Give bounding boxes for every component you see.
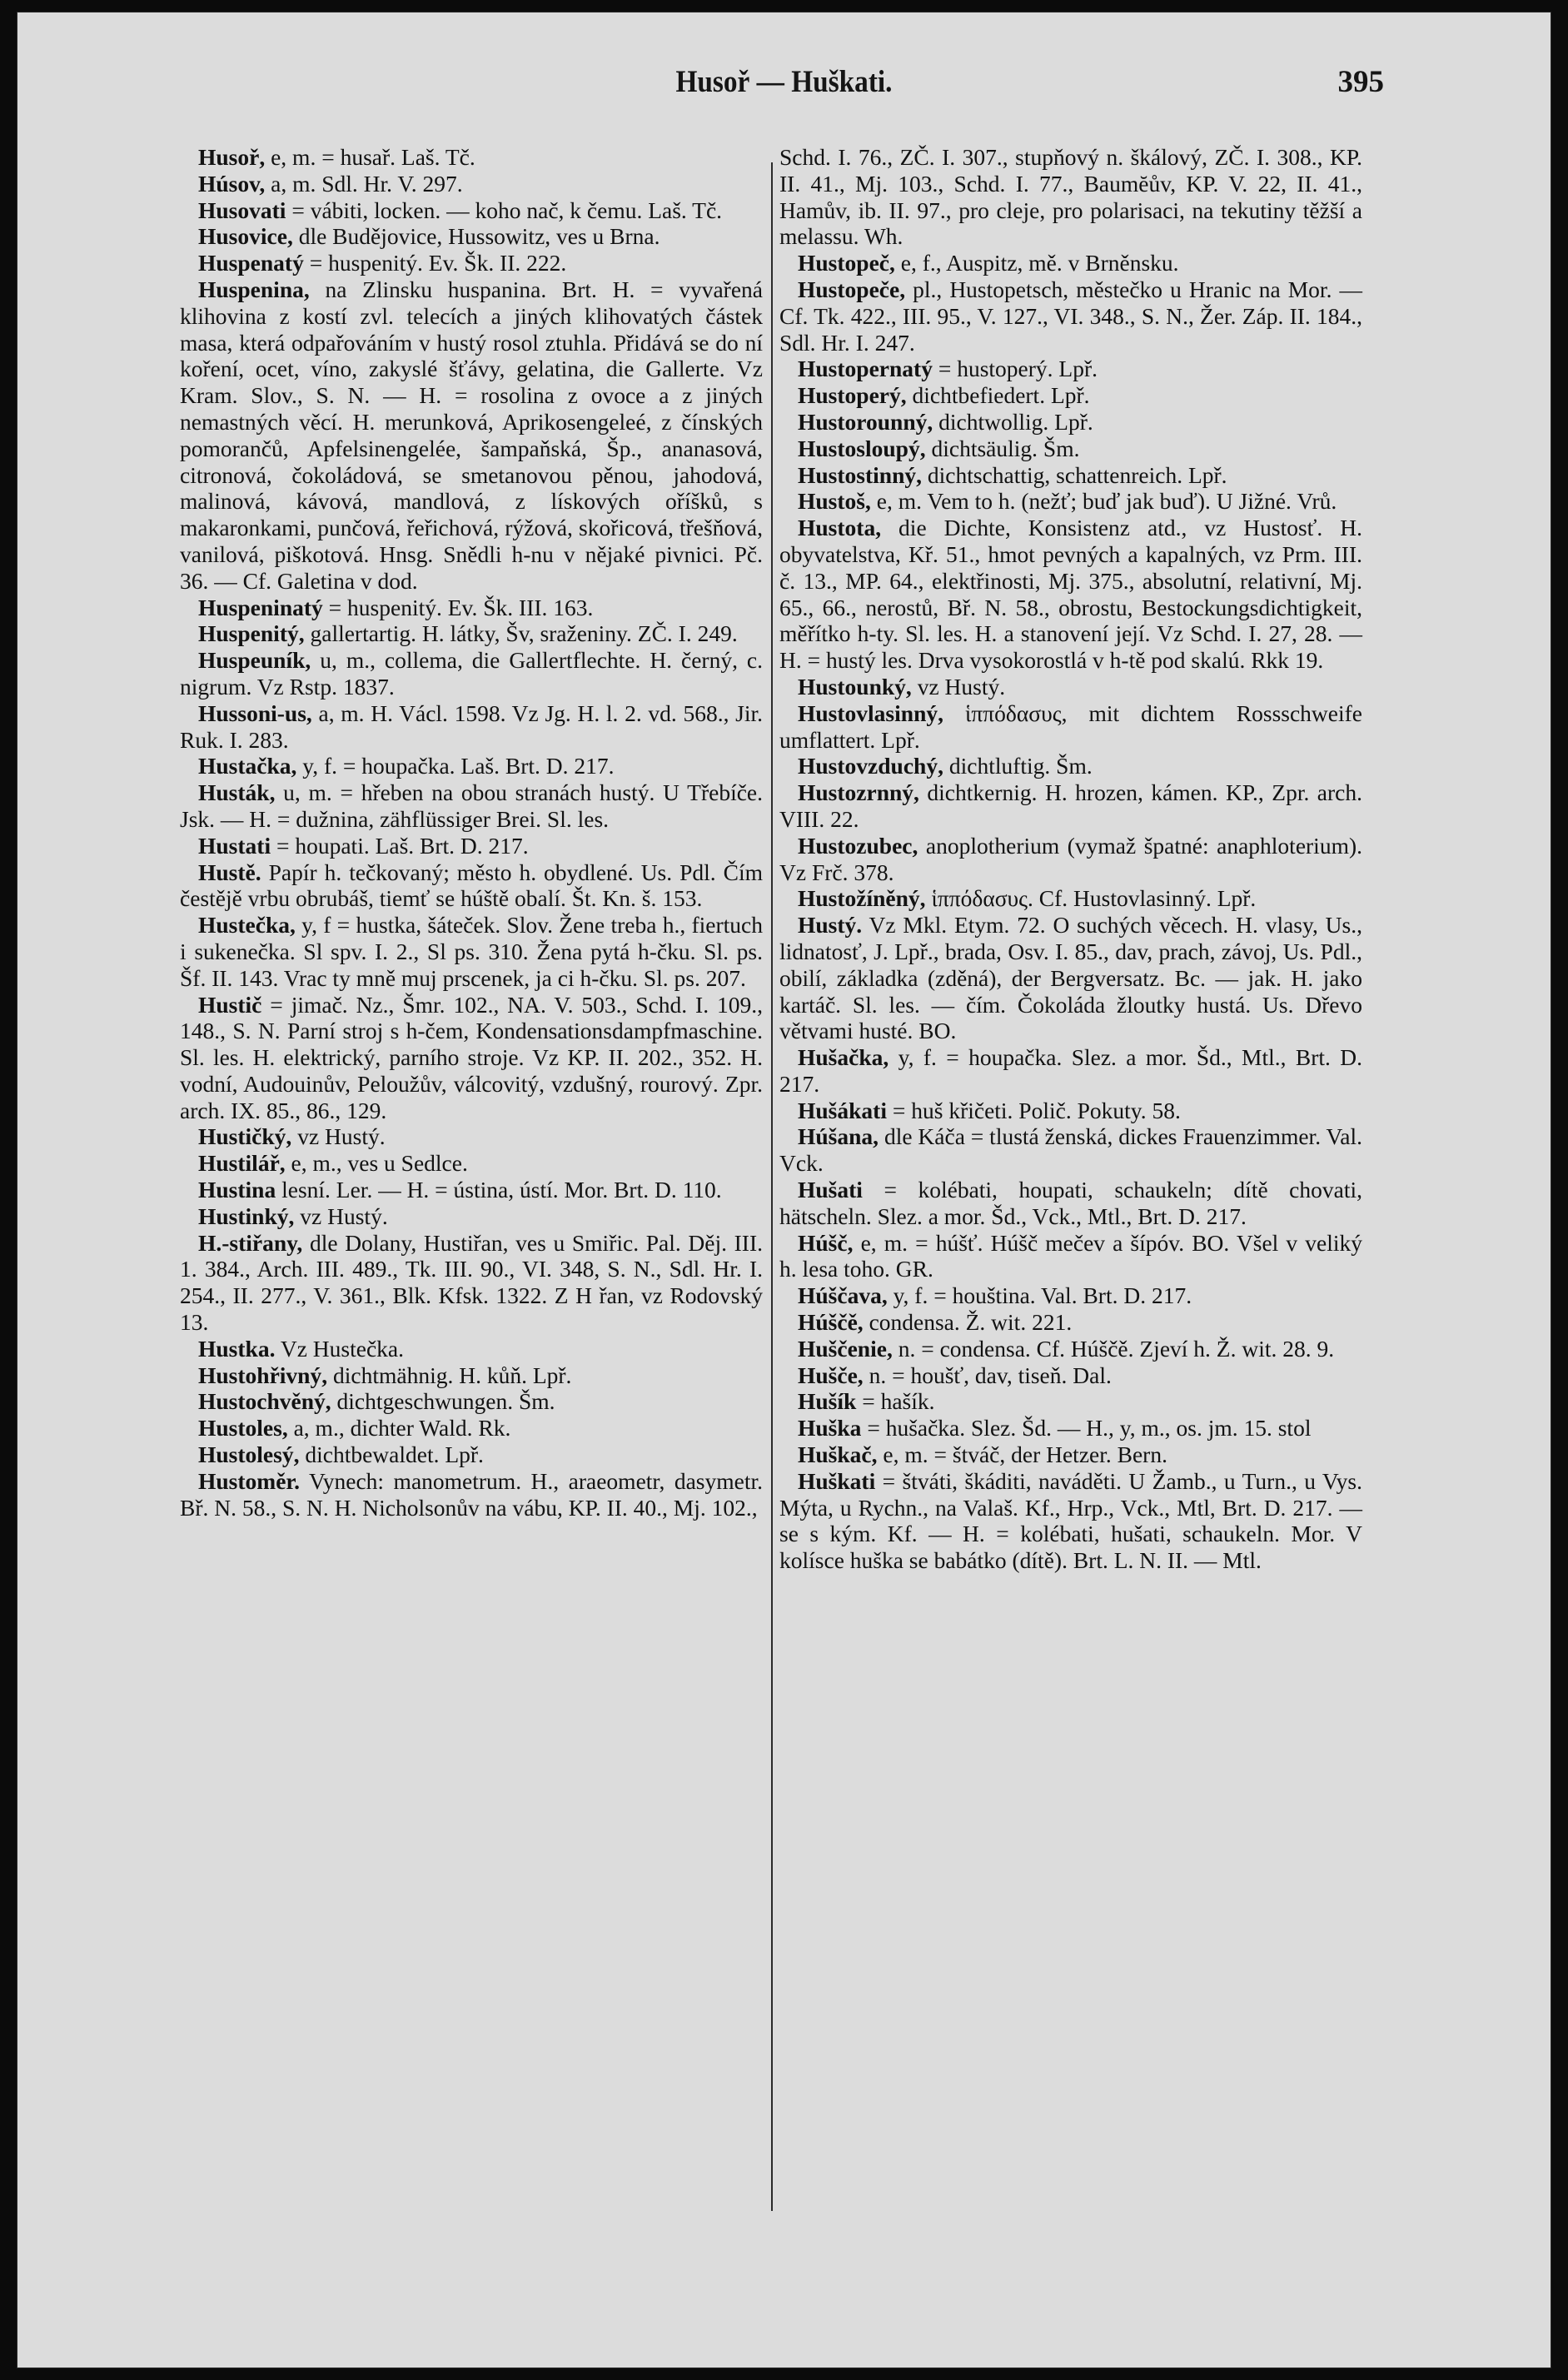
entry-definition: dichtschattig, schattenreich. Lpř. — [922, 461, 1227, 488]
entry-definition: = hustoperý. Lpř. — [932, 356, 1098, 382]
entry-definition: ἱππόδασυς. Cf. Hustovlasinný. Lpř. — [925, 885, 1257, 912]
dictionary-entry — [180, 197, 763, 224]
entry-headword: Hustka. — [198, 1335, 276, 1362]
dictionary-entry — [779, 382, 1362, 409]
entry-definition: = kolébati, houpati, schaukeln; dítě chovati, hätscheln. Slez. a mor. Šd., Vck., Mtl., Brt. D. 217. — [779, 1177, 1362, 1229]
entry-headword: Huškati — [798, 1467, 876, 1494]
entry-definition: = huš křičeti. Polič. Pokuty. 58. — [886, 1097, 1181, 1123]
entry-headword: Hušati — [798, 1177, 863, 1203]
right-column — [779, 144, 1362, 1574]
entry-definition: n. = condensa. Cf. Húščě. Zjeví h. Ž. wit. 28. 9. — [892, 1335, 1335, 1362]
dictionary-entry — [180, 223, 763, 250]
entry-headword: Hustilář, — [198, 1150, 286, 1177]
entry-definition: dichtbewaldet. Lpř. — [299, 1441, 484, 1468]
dictionary-entry — [180, 1441, 763, 1468]
entry-headword: Húsov, — [198, 170, 266, 197]
entry-headword: Hustohřivný, — [198, 1362, 328, 1388]
entry-definition: = hašík. — [856, 1388, 935, 1415]
dictionary-entry — [779, 1309, 1362, 1336]
entry-headword: Hustozubec, — [798, 832, 918, 859]
entry-definition: u, m., collema, die Gallertflechte. H. černý, c. nigrum. Vz Rstp. 1837. — [180, 647, 763, 700]
entry-headword: Hustopeče, — [798, 276, 906, 302]
entry-headword: Hustolesý, — [198, 1441, 300, 1468]
dictionary-page — [17, 12, 1551, 2368]
entry-definition: Papír h. tečkovaný; město h. obydlené. Us. Pdl. Čím čestějě vrbu obrubáš, tiemť se húště obalí. Št. Kn. š. 153. — [180, 859, 763, 912]
entry-definition: e, f., Auspitz, mě. v Brněnsku. — [894, 250, 1179, 276]
dictionary-entry — [779, 1098, 1362, 1124]
entry-headword: Hustičký, — [198, 1123, 292, 1150]
entry-headword: Huščenie, — [798, 1335, 893, 1362]
dictionary-entry — [779, 1230, 1362, 1283]
entry-definition: = štváti, škáditi, naváděti. U Žamb., u Turn., u Vys. Mýta, u Rychn., na Valaš. Kf., Hrp., Vck., Mtl, Brt. D. 217. — se s kým. Kf. — H. = kolébati, hušati, schaukeln. Mor. V kolísce huška se babátko (dítě). Brt. L. N. II. — Mtl. — [779, 1467, 1362, 1574]
page-header — [17, 64, 1551, 122]
dictionary-entry — [779, 1415, 1362, 1441]
dictionary-entry — [779, 409, 1362, 436]
entry-headword: Hustič — [198, 991, 262, 1018]
entry-definition: ἱππόδασυς, mit dichtem Rossschweife umflattert. Lpř. — [779, 700, 1362, 753]
entry-definition: y, f. = houština. Val. Brt. D. 217. — [887, 1282, 1192, 1309]
dictionary-entry — [779, 1177, 1362, 1230]
entry-headword: Hustina — [198, 1177, 276, 1203]
dictionary-entry — [779, 1362, 1362, 1389]
entry-headword: Hustostinný, — [798, 461, 923, 488]
entry-headword: Hustozrnný, — [798, 779, 919, 806]
entry-headword: Húščava, — [798, 1282, 888, 1309]
dictionary-entry — [180, 1150, 763, 1177]
entry-headword: Husoř, — [198, 144, 266, 170]
entry-definition: e, m. = štváč, der Hetzer. Bern. — [877, 1441, 1167, 1468]
entry-headword: Hustovlasinný, — [798, 700, 943, 726]
entry-definition: dichtgeschwungen. Šm. — [331, 1388, 555, 1415]
dictionary-entry — [180, 276, 763, 595]
entry-definition: anoplotherium (vymaž špatné: anaphloterium). Vz Frč. 378. — [779, 832, 1362, 885]
entry-definition: y, f. = houpačka. Slez. a mor. Šd., Mtl., Brt. D. 217. — [779, 1044, 1362, 1097]
entry-definition: dichtwollig. Lpř. — [933, 408, 1093, 435]
entry-headword: Hustati — [198, 832, 271, 859]
entry-headword: Hussoni-us, — [198, 700, 312, 726]
dictionary-entry — [180, 620, 763, 647]
dictionary-entry — [180, 250, 763, 276]
dictionary-entry — [779, 1388, 1362, 1415]
entry-definition: condensa. Ž. wit. 221. — [863, 1309, 1073, 1336]
entry-headword: Hustosloupý, — [798, 435, 926, 461]
entry-definition: e, m., ves u Sedlce. — [285, 1150, 468, 1177]
dictionary-entry — [779, 1336, 1362, 1362]
entry-headword: Húšana, — [798, 1123, 879, 1150]
entry-headword: Huspenitý, — [198, 620, 305, 647]
dictionary-entry — [779, 753, 1362, 779]
entry-headword: Husovice, — [198, 223, 293, 250]
entry-definition: dichtkernig. H. hrozen, kámen. KP., Zpr. arch. VIII. 22. — [779, 779, 1362, 832]
entry-definition: e, m. Vem to h. (nežť; buď jak buď). U Jižné. Vrů. — [870, 488, 1337, 515]
entry-headword: Hustovzduchý, — [798, 753, 943, 779]
dictionary-entry — [180, 595, 763, 621]
entry-definition: = jimač. Nz., Šmr. 102., NA. V. 503., Schd. I. 109., 148., S. N. Parní stroj s h-čem, Kondensationsdampfmaschine. Sl. les. H. elektrický, parního stroje. Vz KP. II. 202., 352. H. vodní, Audouinův, Peloužův, válcovitý, vzdušný, rourový. Zpr. arch. IX. 85., 86., 129. — [180, 991, 763, 1123]
dictionary-entry — [779, 885, 1362, 912]
entry-headword: Husovati — [198, 197, 286, 223]
entry-definition: Vz Hustečka. — [275, 1335, 404, 1362]
entry-definition: = houpati. Laš. Brt. D. 217. — [271, 832, 529, 859]
entry-headword: H.-stiřany, — [198, 1229, 303, 1256]
entry-definition: na Zlinsku huspanina. Brt. H. = vyvařená klihovina z kostí zvl. telecích a jiných klihovatých částek masa, která odpařováním v hustý rosol ztuhla. Přidává se do ní koření, ocet, víno, zakyslé šťávy, gelatina, die Gallerte. Vz Kram. Slov., S. N. — H. = rosolina z ovoce a z jiných nemastných věcí. H. merunková, Aprikosengeleé, z čínských pomorančů, Apfelsinengelée, šampaňská, Šp., ananasová, citronová, čokoládová, se smetanovou pěnou, jahodová, malinová, kávová, mandlová, z lískových oříšků, s makaronkami, punčová, řeřichová, rýžová, skořicová, třešňová, vanilová, piškotová. Hnsg. Snědli h-nu v nějaké pivnici. Pč. 36. — Cf. Galetina v dod. — [180, 276, 763, 594]
entry-headword: Hustačka, — [198, 753, 297, 779]
dictionary-entry — [779, 700, 1362, 754]
entry-definition: e, m. = husař. Laš. Tč. — [265, 144, 475, 170]
entry-headword: Huspenina, — [198, 276, 310, 302]
entry-headword: Huspenatý — [198, 250, 304, 276]
entry-headword: Hustoperý, — [798, 382, 907, 409]
dictionary-entry — [180, 1123, 763, 1150]
dictionary-entry — [779, 833, 1362, 886]
dictionary-entry — [779, 1441, 1362, 1468]
entry-headword: Hustinký, — [198, 1202, 295, 1229]
dictionary-entry — [180, 833, 763, 859]
entry-definition: e, m. = húšť. Húšč mečev a šípóv. BO. Všel v veliký h. lesa toho. GR. — [779, 1229, 1362, 1282]
entry-definition: dle Káča = tlustá ženská, dickes Frauenzimmer. Val. Vck. — [779, 1123, 1362, 1177]
dictionary-entry — [180, 1362, 763, 1389]
column-divider — [771, 162, 773, 2211]
entry-headword: Hustochvěný, — [198, 1388, 331, 1415]
dictionary-entry — [180, 1388, 763, 1415]
entry-definition: = huspenitý. Ev. Šk. II. 222. — [303, 250, 567, 276]
entry-definition: n. = houšť, dav, tiseň. Dal. — [863, 1362, 1112, 1388]
entry-headword: Hušík — [798, 1388, 857, 1415]
entry-headword: Hustý. — [798, 912, 863, 939]
entry-definition: y, f = hustka, šáteček. Slov. Žene treba h., fiertuch i sukenečka. Sl spv. I. 2., Sl ps. 310. Žena pytá h-čku. Sl. ps. Šf. II. 143. Vrac ty mně muj prscenek, ja ci h-čku. Sl. ps. 207. — [180, 912, 763, 991]
entry-headword: Hustoměr. — [198, 1467, 300, 1494]
dictionary-entry — [180, 700, 763, 754]
entry-headword: Hustoš, — [798, 488, 871, 515]
entry-headword: Húščě, — [798, 1309, 864, 1336]
entry-definition: = vábiti, locken. — koho nač, k čemu. Laš. Tč. — [286, 197, 723, 223]
entry-headword: Hustožíněný, — [798, 885, 926, 912]
dictionary-entry — [779, 912, 1362, 1044]
entry-headword: Huspeninatý — [198, 594, 323, 620]
entry-definition: dle Budějovice, Hussowitz, ves u Brna. — [292, 223, 660, 250]
entry-definition: dichtluftig. Šm. — [943, 753, 1093, 779]
entry-definition: dichtsäulig. Šm. — [925, 435, 1080, 461]
dictionary-entry — [180, 912, 763, 991]
dictionary-entry — [779, 779, 1362, 833]
dictionary-entry — [779, 488, 1362, 515]
entry-headword: Hustečka, — [198, 912, 296, 939]
entry-headword: Huškač, — [798, 1441, 878, 1468]
dictionary-entry — [180, 1468, 763, 1521]
entry-definition: Vz Mkl. Etym. 72. O suchých věcech. H. vlasy, Us., lidnatosť, J. Lpř., brada, Osv. I. 85., dav, prach, závoj, Us. Pdl., obilí, základka (zděná), der Bergversatz. Bc. — jak. H. jako kartáč. Sl. les. — čím. Čokoláda žloutky hustá. Us. Dřevo větvami husté. BO. — [779, 912, 1362, 1044]
entry-definition: lesní. Ler. — H. = ústina, ústí. Mor. Brt. D. 110. — [276, 1177, 722, 1203]
dictionary-entry — [779, 515, 1362, 674]
entry-headword: Hustopernatý — [798, 356, 933, 382]
entry-definition: Vynech: manometrum. H., araeometr, dasymetr. Bř. N. 58., S. N. H. Nicholsonův na vábu, KP. II. 40., Mj. 102., — [180, 1467, 763, 1521]
dictionary-entry — [180, 171, 763, 197]
entry-definition: vz Hustý. — [291, 1123, 386, 1150]
dictionary-entry — [779, 144, 1362, 250]
dictionary-entry — [779, 356, 1362, 382]
running-head: Husoř — Huškati. — [675, 65, 893, 99]
entry-definition: dichtbefiedert. Lpř. — [906, 382, 1090, 409]
entry-definition: vz Hustý. — [911, 673, 1006, 700]
entry-headword: Hušče, — [798, 1362, 864, 1388]
entry-headword: Hustorounný, — [798, 408, 933, 435]
dictionary-entry — [779, 1282, 1362, 1309]
dictionary-entry — [779, 674, 1362, 700]
dictionary-entry — [779, 276, 1362, 356]
entry-definition: = hušačka. Slez. Šd. — H., y, m., os. jm. 15. stol — [861, 1415, 1312, 1441]
entry-definition: dle Dolany, Hustiřan, ves u Smiřic. Pal. Děj. III. 1. 384., Arch. III. 489., Tk. III. 90., VI. 348, S. N., Sdl. Hr. I. 254., II. 277., V. 361., Blk. Kfsk. 1322. Z H řan, vz Rodovský 13. — [180, 1229, 763, 1336]
entry-definition: gallertartig. H. látky, Šv, sraženiny. ZČ. I. 249. — [304, 620, 738, 647]
page-number: 395 — [1337, 65, 1384, 99]
dictionary-entry — [779, 462, 1362, 489]
entry-headword: Hustě. — [198, 859, 261, 885]
entry-definition: Schd. I. 76., ZČ. I. 307., stupňový n. škálový, ZČ. I. 308., KP. II. 41., Mj. 103., Schd. I. 77., Baumĕův, KP. V. 22, II. 41., Hamův, ib. II. 97., pro cleje, pro polarisaci, na tekutiny těžší a melassu. Wh. — [779, 144, 1362, 250]
dictionary-entry — [180, 992, 763, 1124]
entry-headword: Hušákati — [798, 1097, 887, 1123]
dictionary-entry — [779, 1468, 1362, 1574]
entry-definition: dichtmähnig. H. kůň. Lpř. — [327, 1362, 572, 1388]
dictionary-entry — [180, 779, 763, 833]
entry-headword: Hustounký, — [798, 673, 912, 700]
entry-definition: a, m. Sdl. Hr. V. 297. — [265, 170, 463, 197]
dictionary-entry — [180, 1203, 763, 1230]
entry-headword: Hustota, — [798, 515, 882, 541]
left-column — [180, 144, 763, 1521]
dictionary-entry — [180, 1415, 763, 1441]
entry-definition: a, m., dichter Wald. Rk. — [287, 1415, 511, 1441]
dictionary-entry — [779, 436, 1362, 462]
entry-definition: pl., Hustopetsch, městečko u Hranic na Mor. — Cf. Tk. 422., III. 95., V. 127., VI. 348., S. N., Žer. Záp. II. 184., Sdl. Hr. I. 247. — [779, 276, 1362, 356]
entry-definition: vz Hustý. — [294, 1202, 388, 1229]
entry-headword: Huška — [798, 1415, 862, 1441]
entry-definition: = huspenitý. Ev. Šk. III. 163. — [322, 594, 594, 620]
entry-definition: a, m. H. Václ. 1598. Vz Jg. H. l. 2. vd. 568., Jir. Ruk. I. 283. — [180, 700, 763, 753]
entry-headword: Huspeuník, — [198, 647, 311, 674]
dictionary-entry — [180, 1177, 763, 1203]
dictionary-entry — [779, 1123, 1362, 1177]
entry-headword: Húšč, — [798, 1229, 854, 1256]
dictionary-entry — [180, 753, 763, 779]
entry-definition: y, f. = houpačka. Laš. Brt. D. 217. — [296, 753, 615, 779]
dictionary-entry — [180, 859, 763, 913]
dictionary-entry — [180, 1230, 763, 1336]
entry-headword: Hustoles, — [198, 1415, 288, 1441]
entry-headword: Hustopeč, — [798, 250, 895, 276]
dictionary-entry — [779, 1044, 1362, 1098]
dictionary-entry — [779, 250, 1362, 276]
entry-definition: u, m. = hřeben na obou stranách hustý. U Třebíče. Jsk. — H. = dužnina, zähflüssiger Brei. Sl. les. — [180, 779, 763, 832]
entry-headword: Husták, — [198, 779, 276, 806]
entry-definition: die Dichte, Konsistenz atd., vz Hustosť. H. obyvatelstva, Kř. 51., hmot pevných a kapalných, vz Prm. III. č. 13., MP. 64., elektřinosti, Mj. 375., absolutní, relativní, Mj. 65., 66., nerostů, Bř. N. 58., obrostu, Bestockungsdichtigkeit, měřítko h-ty. Sl. les. H. a stanovení její. Vz Schd. I. 27, 28. — H. = hustý les. Drva vysokorostlá v h-tě pod skalú. Rkk 19. — [779, 515, 1362, 674]
dictionary-entry — [180, 1336, 763, 1362]
dictionary-entry — [180, 144, 763, 171]
dictionary-entry — [180, 647, 763, 700]
entry-headword: Hušačka, — [798, 1044, 889, 1071]
